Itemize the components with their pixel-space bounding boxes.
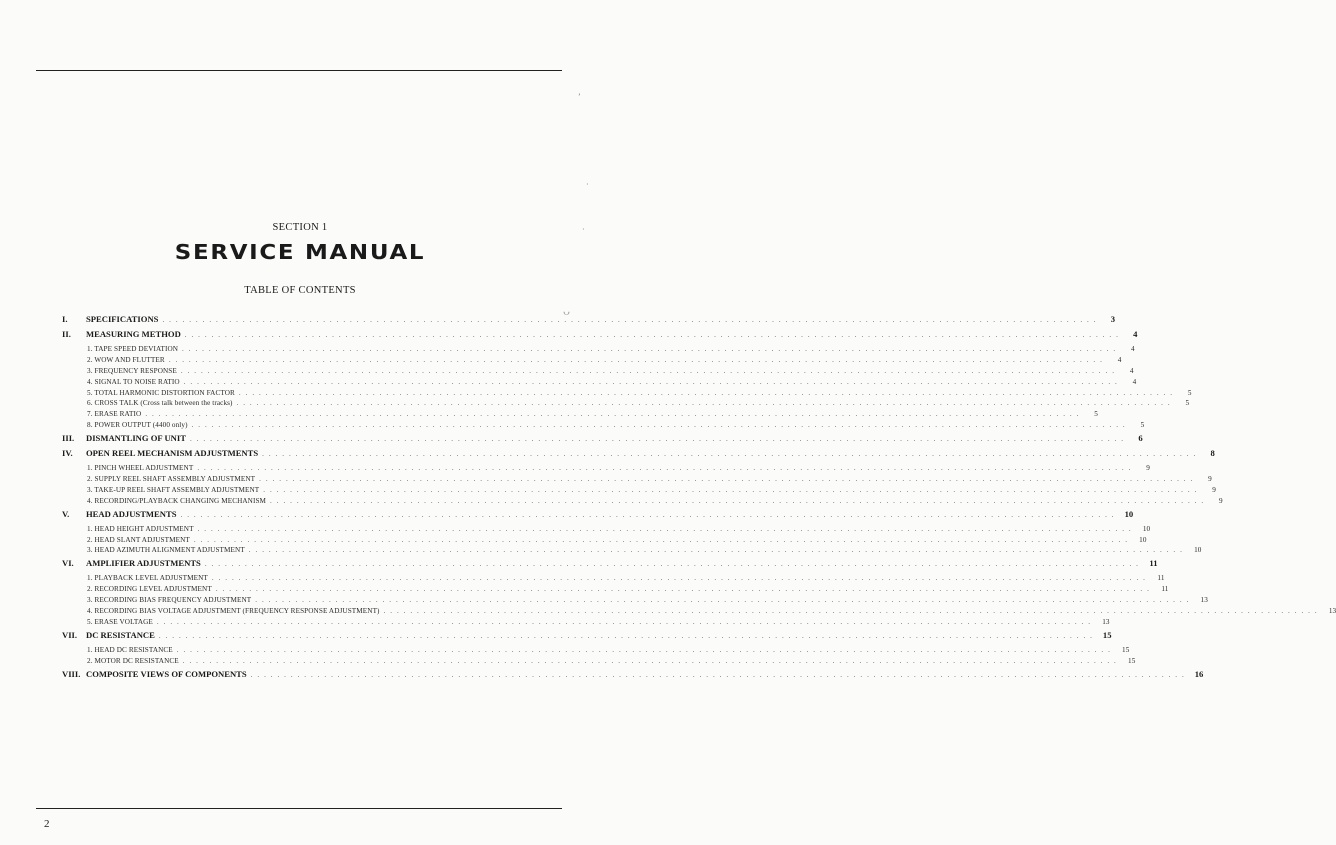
toc-entry-label: 4. RECORDING/PLAYBACK CHANGING MECHANISM — [87, 496, 267, 505]
toc-page-number: 4 — [1131, 345, 1135, 353]
toc-entry-label: 2. HEAD SLANT ADJUSTMENT — [87, 535, 190, 544]
toc-section-number: VI. — [62, 558, 74, 569]
toc-entry-label: DISMANTLING OF UNIT — [86, 433, 186, 444]
toc-page-number: 15 — [1122, 645, 1130, 654]
toc-entry-label: 3. TAKE-UP REEL SHAFT ASSEMBLY ADJUSTMENT — [87, 485, 260, 494]
toc-entry-label: MEASURING METHOD — [86, 329, 181, 339]
dot-leader: . . . . . . . . . . . . . . . . . . . . . . . . . . . . . . . . . . . . . . . . . . . . . . . . . . . . . . . . . . . . . . . . . . . . . . . . . . . . . . . . . . . . . . . . . . . . . . . . . . . . . . . . . . . . . . . . . . . . . . . . . . . . . . . . . . . . . . . . . . . . — [182, 345, 1117, 353]
toc-page-number: 13 — [1200, 596, 1208, 605]
dot-leader: . . . . . . . . . . . . . . . . . . . . . . . . . . . . . . . . . . . . . . . . . . . . . . . . . . . . . . . . . . . . . . . . . . . . . . . . . . . . . . . . . . . . . . . . . . . . . . . . . . . . . . . . . . . . . . . . . . . . . . . . . . . . . . . . . . . . . . . . . . . . — [255, 596, 1190, 605]
toc-section-row — [62, 329, 1138, 344]
toc-page-number: 3 — [1110, 314, 1116, 324]
toc-section-row — [62, 668, 1204, 684]
toc-subsection-row — [62, 585, 1169, 596]
dot-leader: . . . . . . . . . . . . . . . . . . . . . . . . . . . . . . . . . . . . . . . . . . . . . . . . . . . . . . . . . . . . . . . . . . . . . . . . . . . . . . . . . . . . . . . . . . . . . . . . . . . . . . . . . . . . . . . . . . . . . . . . . . . . . . . . . . . . . . . . . . . . — [145, 410, 1080, 419]
toc-subsection-row — [62, 607, 1336, 618]
dot-leader: . . . . . . . . . . . . . . . . . . . . . . . . . . . . . . . . . . . . . . . . . . . . . . . . . . . . . . . . . . . . . . . . . . . . . . . . . . . . . . . . . . . . . . . . . . . . . . . . . . . . . . . . . . . . . . . . . . . . . . . . . . . . . . . . . . . . . . . . . . . . — [262, 450, 1197, 459]
toc-page-number: 10 — [1139, 535, 1147, 544]
dot-leader: . . . . . . . . . . . . . . . . . . . . . . . . . . . . . . . . . . . . . . . . . . . . . . . . . . . . . . . . . . . . . . . . . . . . . . . . . . . . . . . . . . . . . . . . . . . . . . . . . . . . . . . . . . . . . . . . . . . . . . . . . . . . . . . . . . . . . . . . . . . . — [215, 585, 1151, 594]
toc-entry-label: 1. PINCH WHEEL ADJUSTMENT — [87, 464, 194, 473]
toc-section-number: VIII. — [62, 668, 81, 679]
toc-subsection-row — [62, 399, 1190, 410]
toc-entry-label: HEAD ADJUSTMENTS — [86, 508, 177, 519]
dot-leader: . . . . . . . . . . . . . . . . . . . . . . . . . . . . . . . . . . . . . . . . . . . . . . . . . . . . . . . . . . . . . . . . . . . . . . . . . . . . . . . . . . . . . . . . . . . . . . . . . . . . . . . . . . . . . . . . . . . . . . . . . . . . . . . . . . . . . . . . . . . . — [183, 377, 1119, 386]
toc-subsection-row — [62, 485, 1216, 497]
page-title: SERVICE MANUAL — [174, 240, 426, 264]
toc-subsection-row — [62, 596, 1208, 607]
dot-leader: . . . . . . . . . . . . . . . . . . . . . . . . . . . . . . . . . . . . . . . . . . . . . . . . . . . . . . . . . . . . . . . . . . . . . . . . . . . . . . . . . . . . . . . . . . . . . . . . . . . . . . . . . . . . . . . . . . . . . . . . . . . . . . . . . . . . . . . . . . . . — [182, 656, 1118, 665]
toc-subsection-row — [62, 377, 1137, 389]
toc-entry-label: 8. POWER OUTPUT (4400 only) — [87, 421, 188, 430]
toc-page-number: 11 — [1161, 585, 1169, 594]
dot-leader: . . . . . . . . . . . . . . . . . . . . . . . . . . . . . . . . . . . . . . . . . . . . . . . . . . . . . . . . . . . . . . . . . . . . . . . . . . . . . . . . . . . . . . . . . . . . . . . . . . . . . . . . . . . . . . . . . . . . . . . . . . . . . . . . . . . . . . . . . . . . — [162, 316, 1098, 324]
toc-page-number: 4 — [1117, 355, 1122, 364]
toc-subsection-row — [62, 464, 1150, 475]
toc-page-number: 6 — [1138, 433, 1143, 444]
toc-section-number: VII. — [62, 629, 78, 640]
toc-subsection-row — [62, 388, 1192, 400]
page-number: 2 — [44, 818, 50, 830]
toc-page-number: 13 — [1102, 617, 1110, 626]
toc-subsection-row — [62, 366, 1134, 378]
toc-section-row — [62, 433, 1143, 448]
dot-leader: . . . . . . . . . . . . . . . . . . . . . . . . . . . . . . . . . . . . . . . . . . . . . . . . . . . . . . . . . . . . . . . . . . . . . . . . . . . . . . . . . . . . . . . . . . . . . . . . . . . . . . . . . . . . . . . . . . . . . . . . . . . . . . . . . . . . . . . . . . . . — [263, 485, 1198, 494]
toc-entry-label: 4. SIGNAL TO NOISE RATIO — [87, 377, 180, 386]
toc-entry-label: 3. HEAD AZIMUTH ALIGNMENT ADJUSTMENT — [87, 546, 245, 555]
toc-entry-label: 1. HEAD HEIGHT ADJUSTMENT — [87, 524, 194, 533]
toc-entry-label: COMPOSITE VIEWS OF COMPONENTS — [86, 668, 247, 679]
toc-page-number: 10 — [1194, 546, 1202, 555]
scan-speck: ʼ — [578, 92, 581, 101]
dot-leader: . . . . . . . . . . . . . . . . . . . . . . . . . . . . . . . . . . . . . . . . . . . . . . . . . . . . . . . . . . . . . . . . . . . . . . . . . . . . . . . . . . . . . . . . . . . . . . . . . . . . . . . . . . . . . . . . . . . . . . . . . . . . . . . . . . . . . . . . . . . . — [184, 331, 1120, 339]
toc-section-row — [62, 558, 1158, 573]
toc-section-number: III. — [62, 433, 75, 444]
toc-page-number: 13 — [1328, 607, 1336, 616]
scan-speck: · — [582, 225, 585, 234]
toc-entry-label: 2. SUPPLY REEL SHAFT ASSEMBLY ADJUSTMENT — [87, 475, 256, 484]
toc-entry-label: 1. HEAD DC RESISTANCE — [87, 645, 173, 654]
toc-subsection-row — [62, 421, 1145, 432]
dot-leader: . . . . . . . . . . . . . . . . . . . . . . . . . . . . . . . . . . . . . . . . . . . . . . . . . . . . . . . . . . . . . . . . . . . . . . . . . . . . . . . . . . . . . . . . . . . . . . . . . . . . . . . . . . . . . . . . . . . . . . . . . . . . . . . . . . . . . . . . . . . . — [236, 399, 1172, 408]
toc-page-number: 10 — [1124, 508, 1134, 519]
toc-page-number: 10 — [1142, 524, 1151, 533]
toc-page-number: 4 — [1133, 329, 1138, 339]
toc-subsection-row — [62, 475, 1212, 486]
toc-entry-label: 2. MOTOR DC RESISTANCE — [87, 656, 179, 665]
toc-subsection-row — [62, 546, 1202, 557]
toc-section-number: IV. — [62, 448, 73, 459]
toc-entry-label: 3. RECORDING BIAS FREQUENCY ADJUSTMENT — [87, 596, 252, 605]
toc-subsection-row — [62, 355, 1122, 367]
toc-page-number: 5 — [1094, 410, 1098, 419]
toc-subsection-row — [62, 535, 1147, 547]
toc-entry-label: 2. RECORDING LEVEL ADJUSTMENT — [87, 585, 212, 594]
dot-leader: . . . . . . . . . . . . . . . . . . . . . . . . . . . . . . . . . . . . . . . . . . . . . . . . . . . . . . . . . . . . . . . . . . . . . . . . . . . . . . . . . . . . . . . . . . . . . . . . . . . . . . . . . . . . . . . . . . . . . . . . . . . . . . . . . . . . . . . . . . . . — [211, 574, 1147, 583]
toc-page-number: 16 — [1194, 668, 1204, 679]
dot-leader: . . . . . . . . . . . . . . . . . . . . . . . . . . . . . . . . . . . . . . . . . . . . . . . . . . . . . . . . . . . . . . . . . . . . . . . . . . . . . . . . . . . . . . . . . . . . . . . . . . . . . . . . . . . . . . . . . . . . . . . . . . . . . . . . . . . . . . . . . . . . — [270, 496, 1205, 505]
toc-subsection-row — [62, 524, 1151, 536]
toc-entry-label: 2. WOW AND FLUTTER — [87, 355, 165, 364]
toc-page-number: 9 — [1208, 475, 1212, 484]
toc-section-number: V. — [62, 508, 70, 519]
toc-subsection-row — [62, 496, 1223, 508]
top-rule — [36, 70, 562, 71]
bottom-rule — [36, 808, 562, 809]
dot-leader: . . . . . . . . . . . . . . . . . . . . . . . . . . . . . . . . . . . . . . . . . . . . . . . . . . . . . . . . . . . . . . . . . . . . . . . . . . . . . . . . . . . . . . . . . . . . . . . . . . . . . . . . . . . . . . . . . . . . . . . . . . . . . . . . . . . . . . . . . . . . — [204, 560, 1140, 569]
toc-page-number: 5 — [1140, 421, 1145, 430]
toc-entry-label: AMPLIFIER ADJUSTMENTS — [86, 558, 201, 569]
toc-section-row — [62, 448, 1215, 463]
toc-subsection-row — [62, 617, 1110, 629]
dot-leader: . . . . . . . . . . . . . . . . . . . . . . . . . . . . . . . . . . . . . . . . . . . . . . . . . . . . . . . . . . . . . . . . . . . . . . . . . . . . . . . . . . . . . . . . . . . . . . . . . . . . . . . . . . . . . . . . . . . . . . . . . . . . . . . . . . . . . . . . . . . . — [193, 535, 1129, 544]
toc-subsection-row — [62, 345, 1135, 356]
toc-section-row — [62, 629, 1112, 645]
dot-leader: . . . . . . . . . . . . . . . . . . . . . . . . . . . . . . . . . . . . . . . . . . . . . . . . . . . . . . . . . . . . . . . . . . . . . . . . . . . . . . . . . . . . . . . . . . . . . . . . . . . . . . . . . . . . . . . . . . . . . . . . . . . . . . . . . . . . . . . . . . . . — [176, 645, 1112, 654]
toc-entry-label: 5. TOTAL HARMONIC DISTORTION FACTOR — [87, 388, 235, 397]
dot-leader: . . . . . . . . . . . . . . . . . . . . . . . . . . . . . . . . . . . . . . . . . . . . . . . . . . . . . . . . . . . . . . . . . . . . . . . . . . . . . . . . . . . . . . . . . . . . . . . . . . . . . . . . . . . . . . . . . . . . . . . . . . . . . . . . . . . . . . . . . . . . — [168, 355, 1104, 364]
dot-leader: . . . . . . . . . . . . . . . . . . . . . . . . . . . . . . . . . . . . . . . . . . . . . . . . . . . . . . . . . . . . . . . . . . . . . . . . . . . . . . . . . . . . . . . . . . . . . . . . . . . . . . . . . . . . . . . . . . . . . . . . . . . . . . . . . . . . . . . . . . . . — [180, 366, 1116, 375]
toc-entry-label: 1. PLAYBACK LEVEL ADJUSTMENT — [87, 574, 208, 583]
toc-section-number: I. — [62, 314, 68, 324]
toc-page-number: 11 — [1149, 558, 1158, 569]
dot-leader: . . . . . . . . . . . . . . . . . . . . . . . . . . . . . . . . . . . . . . . . . . . . . . . . . . . . . . . . . . . . . . . . . . . . . . . . . . . . . . . . . . . . . . . . . . . . . . . . . . . . . . . . . . . . . . . . . . . . . . . . . . . . . . . . . . . . . . . . . . . . — [180, 510, 1116, 519]
toc-subsection-row — [62, 645, 1130, 657]
section-label: SECTION 1 — [272, 222, 328, 233]
toc-page-number: 15 — [1102, 629, 1112, 640]
toc-section-number: II. — [62, 329, 71, 339]
toc-page-number: 9 — [1146, 464, 1150, 473]
dot-leader: . . . . . . . . . . . . . . . . . . . . . . . . . . . . . . . . . . . . . . . . . . . . . . . . . . . . . . . . . . . . . . . . . . . . . . . . . . . . . . . . . . . . . . . . . . . . . . . . . . . . . . . . . . . . . . . . . . . . . . . . . . . . . . . . . . . . . . . . . . . . — [250, 670, 1186, 679]
scan-speck: · — [586, 180, 589, 189]
toc-entry-label: OPEN REEL MECHANISM ADJUSTMENTS — [86, 448, 259, 459]
toc-entry-label: 4. RECORDING BIAS VOLTAGE ADJUSTMENT (FREQUENCY RESPONSE ADJUSTMENT) — [87, 607, 380, 616]
toc-page-number: 9 — [1219, 496, 1223, 505]
dot-leader: . . . . . . . . . . . . . . . . . . . . . . . . . . . . . . . . . . . . . . . . . . . . . . . . . . . . . . . . . . . . . . . . . . . . . . . . . . . . . . . . . . . . . . . . . . . . . . . . . . . . . . . . . . . . . . . . . . . . . . . . . . . . . . . . . . . . . . . . . . . . — [259, 475, 1194, 484]
toc-page-number: 4 — [1132, 377, 1137, 386]
dot-leader: . . . . . . . . . . . . . . . . . . . . . . . . . . . . . . . . . . . . . . . . . . . . . . . . . . . . . . . . . . . . . . . . . . . . . . . . . . . . . . . . . . . . . . . . . . . . . . . . . . . . . . . . . . . . . . . . . . . . . . . . . . . . . . . . . . . . . . . . . . . . — [197, 524, 1133, 533]
dot-leader: . . . . . . . . . . . . . . . . . . . . . . . . . . . . . . . . . . . . . . . . . . . . . . . . . . . . . . . . . . . . . . . . . . . . . . . . . . . . . . . . . . . . . . . . . . . . . . . . . . . . . . . . . . . . . . . . . . . . . . . . . . . . . . . . . . . . . . . . . . . . — [189, 435, 1125, 444]
toc-entry-label: 1. TAPE SPEED DEVIATION — [87, 345, 179, 353]
toc-entry-label: DC RESISTANCE — [86, 629, 155, 640]
toc-page-number: 5 — [1185, 399, 1190, 408]
toc-entry-label: 5. ERASE VOLTAGE — [87, 617, 153, 626]
dot-leader: . . . . . . . . . . . . . . . . . . . . . . . . . . . . . . . . . . . . . . . . . . . . . . . . . . . . . . . . . . . . . . . . . . . . . . . . . . . . . . . . . . . . . . . . . . . . . . . . . . . . . . . . . . . . . . . . . . . . . . . . . . . . . . . . . . . . . . . . . . . . — [156, 617, 1092, 626]
toc-entry-label: 6. CROSS TALK (Cross talk between the tracks) — [87, 399, 233, 408]
toc-section-row — [62, 314, 1116, 329]
toc-subsection-row — [62, 656, 1136, 668]
dot-leader: . . . . . . . . . . . . . . . . . . . . . . . . . . . . . . . . . . . . . . . . . . . . . . . . . . . . . . . . . . . . . . . . . . . . . . . . . . . . . . . . . . . . . . . . . . . . . . . . . . . . . . . . . . . . . . . . . . . . . . . . . . . . . . . . . . . . . . . . . . . . — [248, 546, 1184, 555]
toc-section-row — [62, 508, 1134, 524]
toc-entry-label: SPECIFICATIONS — [86, 314, 159, 324]
dot-leader: . . . . . . . . . . . . . . . . . . . . . . . . . . . . . . . . . . . . . . . . . . . . . . . . . . . . . . . . . . . . . . . . . . . . . . . . . . . . . . . . . . . . . . . . . . . . . . . . . . . . . . . . . . . . . . . . . . . . . . . . . . . . . . . . . . . . . . . . . . . . — [158, 631, 1094, 640]
toc-heading: TABLE OF CONTENTS — [244, 285, 356, 296]
toc-page-number: 11 — [1157, 574, 1165, 583]
toc-page-number: 15 — [1128, 656, 1136, 665]
table-of-contents — [62, 314, 1336, 684]
toc-entry-label: 3. FREQUENCY RESPONSE — [87, 366, 177, 375]
dot-leader: . . . . . . . . . . . . . . . . . . . . . . . . . . . . . . . . . . . . . . . . . . . . . . . . . . . . . . . . . . . . . . . . . . . . . . . . . . . . . . . . . . . . . . . . . . . . . . . . . . . . . . . . . . . . . . . . . . . . . . . . . . . . . . . . . . . . . . . . . . . . — [238, 388, 1174, 397]
toc-page-number: 5 — [1187, 388, 1192, 397]
toc-subsection-row — [62, 574, 1165, 585]
dot-leader: . . . . . . . . . . . . . . . . . . . . . . . . . . . . . . . . . . . . . . . . . . . . . . . . . . . . . . . . . . . . . . . . . . . . . . . . . . . . . . . . . . . . . . . . . . . . . . . . . . . . . . . . . . . . . . . . . . . . . . . . . . . . . . . . . . . . . . . . . . . . — [383, 607, 1319, 616]
toc-page-number: 8 — [1210, 448, 1215, 459]
scan-speck: ᴗ — [563, 304, 570, 319]
toc-entry-label: 7. ERASE RATIO — [87, 410, 142, 419]
dot-leader: . . . . . . . . . . . . . . . . . . . . . . . . . . . . . . . . . . . . . . . . . . . . . . . . . . . . . . . . . . . . . . . . . . . . . . . . . . . . . . . . . . . . . . . . . . . . . . . . . . . . . . . . . . . . . . . . . . . . . . . . . . . . . . . . . . . . . . . . . . . . — [197, 464, 1132, 473]
toc-subsection-row — [62, 410, 1098, 421]
dot-leader: . . . . . . . . . . . . . . . . . . . . . . . . . . . . . . . . . . . . . . . . . . . . . . . . . . . . . . . . . . . . . . . . . . . . . . . . . . . . . . . . . . . . . . . . . . . . . . . . . . . . . . . . . . . . . . . . . . . . . . . . . . . . . . . . . . . . . . . . . . . . — [191, 421, 1127, 430]
toc-page-number: 4 — [1129, 366, 1134, 375]
toc-page-number: 9 — [1212, 485, 1216, 494]
